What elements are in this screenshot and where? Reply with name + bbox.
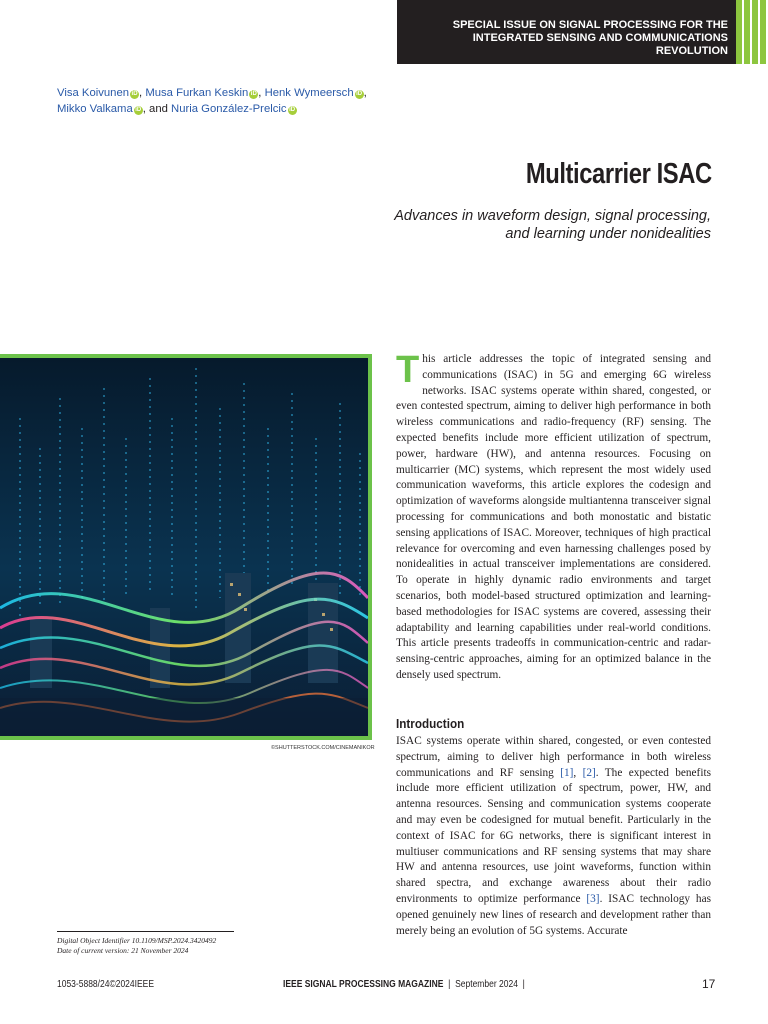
article-illustration xyxy=(0,354,372,740)
author-link[interactable]: Visa Koivunen iD xyxy=(57,87,138,99)
author-link[interactable]: Mikko Valkama iD xyxy=(57,103,142,115)
orcid-icon[interactable]: iD xyxy=(356,91,363,97)
reference-link[interactable]: [1] xyxy=(560,766,574,779)
introduction-body: ISAC systems operate within shared, congested, or even contested spectrum, aiming to deliver high performance in both wireless communications and RF sensing [1], [2]. The expected benefits include more efficient utilization of spectrum, power, HW, and antenna resources. Sensing and communication systems cooperate and may even be codesigned for mutual benefit. Particularly in the context of ISAC for 6G networks, there is significant interest in multiuser communications and RF sensing systems that may share HW and antenna resources, use joint waveforms, function within shared spectra, and exchange awareness about their radio environments to optimize performance [3]. ISAC technology has opened genuinely new lines of research and development rather than merely being an evolution of 5G systems. Accurate xyxy=(396,735,711,937)
author-link[interactable]: Musa Furkan Keskin iD xyxy=(145,87,257,99)
orcid-icon[interactable]: iD xyxy=(250,91,257,97)
orcid-icon[interactable]: iD xyxy=(289,107,296,113)
author-link[interactable]: Henk Wymeersch iD xyxy=(264,87,363,99)
page-number: 17 xyxy=(702,977,716,991)
article-subtitle: Advances in waveform design, signal processing, and learning under nonidealities xyxy=(394,208,711,242)
special-issue-banner xyxy=(397,0,736,64)
abstract xyxy=(396,349,711,684)
footer-issn: 1053-5888/24©2024IEEE xyxy=(57,979,155,990)
banner-line: SPECIAL ISSUE ON SIGNAL PROCESSING FOR THE xyxy=(452,19,728,31)
orcid-icon[interactable]: iD xyxy=(131,91,138,97)
image-credit: ©SHUTTERSTOCK.COM/CINEMANIKOR xyxy=(271,745,375,751)
reference-link[interactable]: [2] xyxy=(582,766,596,779)
footer-magazine: IEEE SIGNAL PROCESSING MAGAZINE | September 2024 | xyxy=(283,979,525,990)
author-list: Visa Koivunen iD , Musa Furkan Keskin iD , Henk Wymeersch iD , Mikko Valkama iD , and Nuria González-Prelcic iD xyxy=(57,87,367,115)
banner-line: INTEGRATED SENSING AND COMMUNICATIONS xyxy=(472,32,728,44)
doi-note: Digital Object Identifier 10.1109/MSP.2024.3420492 Date of current version: 21 November 2024 xyxy=(57,931,234,956)
article-title: Multicarrier ISAC xyxy=(526,158,712,190)
banner-text xyxy=(408,19,728,58)
section-heading-introduction: Introduction xyxy=(396,716,465,731)
drop-cap: T xyxy=(396,349,420,391)
decorative-stripes xyxy=(736,0,768,64)
orcid-icon[interactable]: iD xyxy=(135,107,142,113)
abstract-text: his article addresses the topic of integrated sensing and communications (ISAC) in 5G and emerging 6G wireless networks. ISAC systems operate within shared, congested, or even contested spectrum, aiming to deliver high performance in both wireless communications and radio-frequency (RF) sensing. The expected benefits include more efficient utilization of spectrum, power, hardware (HW), and antenna resources. Focusing on multicarrier (MC) systems, which represent the most widely used communication waveforms, this article explores the codesign and optimization of waveforms alongside multiantenna transceiver signal processing for communications and both monostatic and bistatic sensing applications of ISAC. Moreover, techniques of high practical relevance for overcoming and even harnessing challenges posed by nonidealities in actual transceiver implementations are considered. To operate in highly dynamic radio environments and target scenarios, both model-based structured optimization and learning-based methodologies for ISAC systems are covered, assessing their adaptability and learning capabilities under real-world conditions. This article presents tradeoffs in communication-centric and radar-sensing-centric approaches, aiming for an optimized balance in the densely used spectrum. xyxy=(396,353,711,681)
author-link[interactable]: Nuria González-Prelcic iD xyxy=(171,103,296,115)
reference-link[interactable]: [3] xyxy=(586,892,600,905)
abstract-city-signal-image xyxy=(0,358,368,740)
banner-line: REVOLUTION xyxy=(655,45,728,57)
